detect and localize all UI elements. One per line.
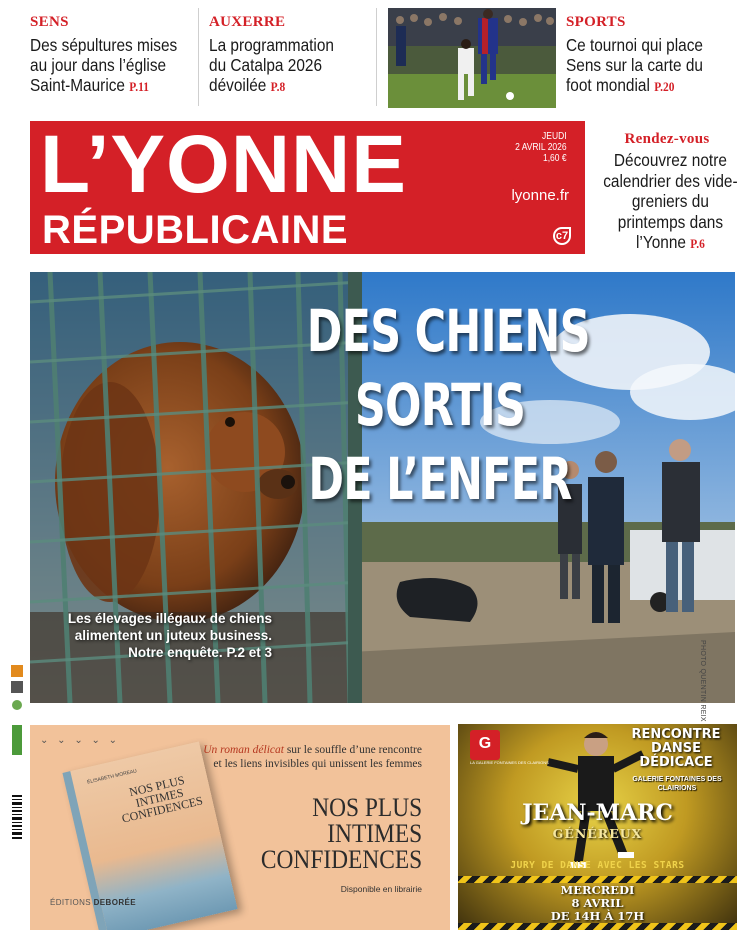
book-cover-title: NOS PLUS INTIMES CONFIDENCES [120,772,205,826]
headline-line2: SORTIS [354,371,526,439]
page-ref: P.8 [270,79,286,94]
recycle-badge-icon [11,665,23,677]
event-venue: GALERIE FONTAINES DES CLAIRIONS [632,776,722,792]
rendezvous-teaser[interactable]: Découvrez notre calendrier des vide-greniers du printemps dans l’Yonne P.6 [603,150,738,252]
teaser-text: La programmation du Catalpa 2026 dévoilée P.8 [209,35,334,95]
rendezvous-kicker: Rendez-vous [624,131,710,147]
football-photo-image [388,8,556,108]
birds-icon: ⌄ ⌄ ⌄ ⌄ ⌄ [40,735,121,746]
divider [376,8,377,106]
hazard-stripe [458,923,737,930]
headline-summary: Les élevages illégaux de chiens alimentent un juteux business. Notre enquête. P.2 et 3 [67,611,272,660]
issue-info [515,131,567,164]
info-badge-icon [11,681,23,693]
galerie-logo-icon: G [470,730,500,760]
website-link[interactable]: lyonne.fr [511,187,569,204]
book-blurb: Un roman délicat sur le souffle d’une rencontre et les liens invisibles qui unissent les femmes [203,744,422,770]
guest-last-name: GÉNÉREUX [552,826,643,841]
masthead-title-line2: RÉPUBLICAINE [42,208,349,252]
guest-first-name: JEAN-MARC [522,800,673,826]
teaser-text: Des sépultures mises au jour dans l’église Saint-Maurice P.11 [30,35,178,95]
teaser-text: Ce tournoi qui place Sens sur la carte du foot mondial P.20 [566,35,703,95]
page-ref: P.20 [654,79,675,94]
headline-line3: DE L’ENFER [308,445,572,513]
guest-tagline: JURY DE DANSE AVEC LES STARS [510,860,685,871]
main-story[interactable] [30,272,735,703]
event-datetime: MERCREDI 8 AVRIL DE 14H À 17H [550,883,645,923]
photo-credit: PHOTO QUENTIN REIX [699,640,706,722]
centre-france-logo-icon: c7 [553,227,571,245]
main-headline [306,294,590,516]
teaser-kicker: SPORTS [566,14,626,30]
event-heading: RENCONTRE DANSE DÉDICACE [631,727,721,770]
page-ref: P.11 [129,79,149,94]
masthead[interactable] [30,121,585,254]
teaser-sports[interactable] [566,14,750,97]
issue-price: 1,60 € [543,153,567,164]
sports-photo[interactable] [388,8,556,108]
book-title: NOS PLUS INTIMES CONFIDENCES [260,793,422,874]
page-ref: P.6 [690,236,705,251]
headline-line1: DES CHIENS [306,297,590,365]
dance-event-advertisement[interactable] [458,724,737,930]
page-ref: P.2 et 3 [226,645,272,660]
publisher: ÉDITIONS DEBORÉE [50,898,136,907]
barcode-strip [8,665,26,930]
teaser-kicker: SENS [30,14,69,30]
masthead-title-line1: L’YONNE [40,119,407,210]
hazard-stripe [458,876,737,883]
book-advertisement[interactable] [30,725,450,930]
leaf-icon [12,700,22,710]
teaser-auxerre[interactable] [209,14,359,97]
divider [198,8,199,106]
issue-date: 2 AVRIL 2026 [515,142,567,153]
teaser-kicker: AUXERRE [209,14,286,30]
book-availability: Disponible en librairie [340,884,422,894]
book-cover-author: ÉLISABETH MOREAU [86,768,138,786]
teaser-sens[interactable] [30,14,210,97]
issue-day: JEUDI [542,131,567,142]
galerie-logo-text: LA GALERIE FONTAINES DES CLAIRIONS [470,760,549,765]
